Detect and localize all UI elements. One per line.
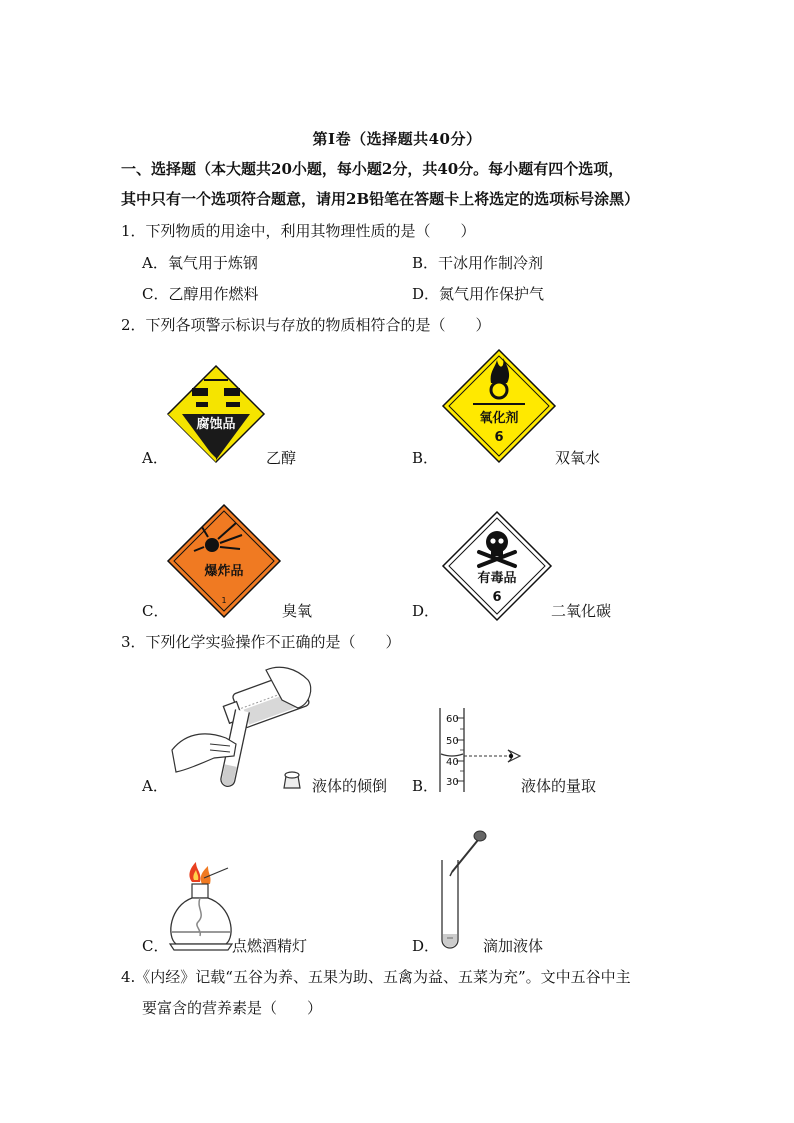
- q2-option-c-substance: 臭氧: [282, 602, 313, 620]
- explosive-sign-icon: [168, 505, 280, 617]
- oxidizer-sign-icon: [443, 350, 555, 462]
- q3-option-d-caption: 滴加液体: [483, 937, 544, 955]
- graduated-cylinder-illustration-icon: [436, 706, 528, 792]
- q2-option-a-substance: 乙醇: [266, 449, 297, 467]
- q2-option-b-substance: 双氧水: [555, 449, 601, 467]
- q3-option-a-letter: A．: [142, 777, 168, 795]
- q3-option-c-letter: C．: [142, 937, 169, 955]
- q3-option-c-caption: 点燃酒精灯: [232, 937, 308, 955]
- q4-stem-line2: 要富含的营养素是（ ）: [142, 999, 323, 1017]
- q2-option-a-letter: A．: [142, 449, 168, 467]
- q3-stem: 3．下列化学实验操作不正确的是（ ）: [121, 633, 401, 651]
- explosive-sign-label: 爆炸品: [204, 564, 244, 579]
- q3-option-d-letter: D．: [412, 937, 440, 955]
- q2-option-b-letter: B．: [412, 449, 439, 467]
- toxic-sign-number: 6: [492, 590, 502, 605]
- corrosive-sign-icon: [168, 366, 264, 462]
- cylinder-tick-30: 30: [446, 777, 459, 788]
- section-instruction-line1: 一、选择题（本大题共20小题，每小题2分，共40分。每小题有四个选项，: [121, 160, 624, 178]
- q2-option-c-letter: C．: [142, 602, 169, 620]
- toxic-sign-icon: [443, 512, 551, 620]
- toxic-sign-label: 有毒品: [477, 571, 517, 586]
- section-instruction-line2: 其中只有一个选项符合题意，请用2B铅笔在答题卡上将选定的选项标号涂黑）: [121, 190, 640, 208]
- page-title: 第Ⅰ卷（选择题共40分）: [312, 130, 482, 148]
- q2-option-d-substance: 二氧化碳: [551, 602, 612, 620]
- q3-option-b-caption: 液体的量取: [521, 777, 597, 795]
- cylinder-tick-60: 60: [446, 714, 459, 725]
- alcohol-lamp-illustration-icon: [162, 862, 242, 954]
- corrosive-sign-label: 腐蚀品: [196, 417, 236, 432]
- q3-option-b-letter: B．: [412, 777, 439, 795]
- q1-option-c: C．乙醇用作燃料: [142, 285, 259, 303]
- q2-stem: 2．下列各项警示标识与存放的物质相符合的是（ ）: [121, 316, 491, 334]
- q1-option-b: B．干冰用作制冷剂: [412, 254, 544, 272]
- q2-option-d-letter: D．: [412, 602, 440, 620]
- explosive-sign-number: 1: [221, 596, 227, 605]
- pouring-liquid-illustration-icon: [170, 660, 320, 790]
- q3-option-a-caption: 液体的倾倒: [312, 777, 388, 795]
- q1-option-a: A．氧气用于炼钢: [142, 254, 258, 272]
- q1-stem: 1．下列物质的用途中，利用其物理性质的是（ ）: [121, 222, 476, 240]
- oxidizer-sign-label: 氧化剂: [479, 411, 519, 426]
- oxidizer-sign-number: 6: [494, 430, 504, 445]
- dropper-test-tube-illustration-icon: [438, 828, 488, 950]
- q1-option-d: D．氮气用作保护气: [412, 285, 545, 303]
- cylinder-tick-40: 40: [446, 757, 459, 768]
- q4-stem-line1: 4.《内经》记载“五谷为养、五果为助、五禽为益、五菜为充”。文中五谷中主: [121, 968, 631, 986]
- cylinder-tick-50: 50: [446, 736, 459, 747]
